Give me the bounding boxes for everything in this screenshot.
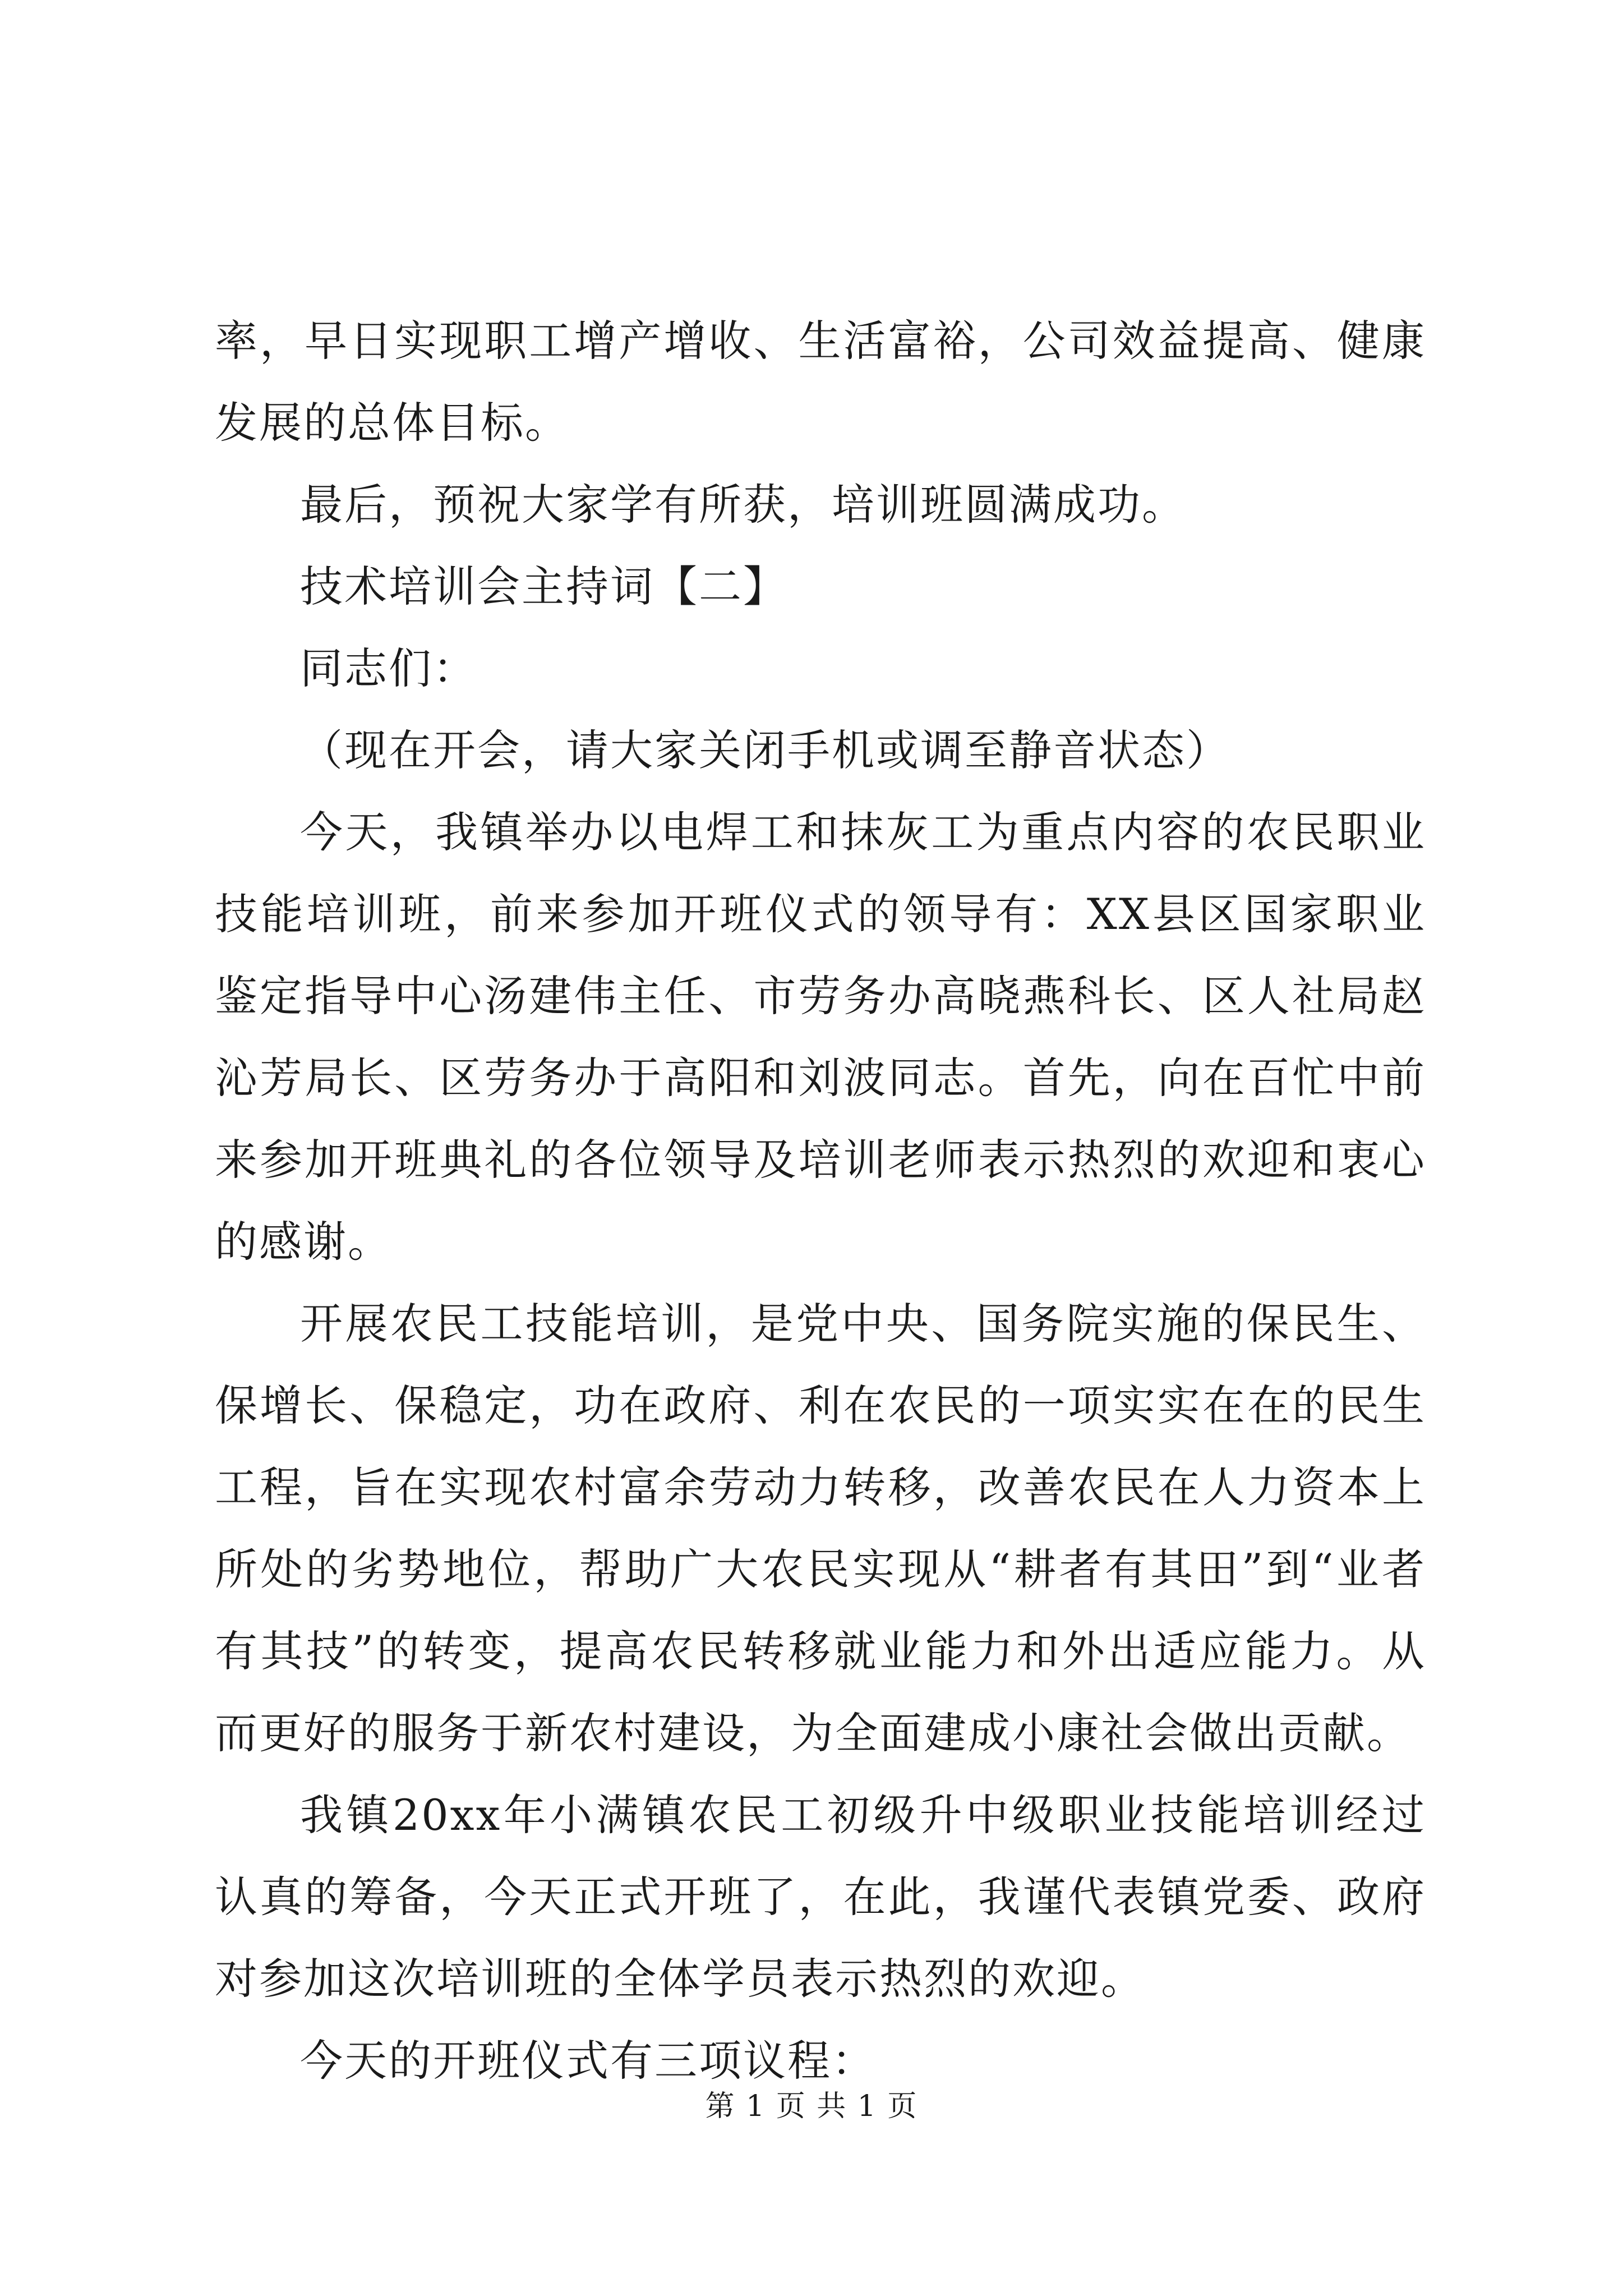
salutation: 同志们：	[300, 643, 477, 693]
paragraph: 率，早日实现职工增产增收、生活富裕，公司效益提高、健康发展的总体目标。	[215, 316, 1426, 448]
paragraph: （现在开会，请大家关闭手机或调至静音状态）	[300, 725, 1230, 775]
document-body	[215, 300, 1426, 2102]
page-footer: 第 1 页 共 1 页	[705, 2090, 918, 2123]
paragraph: 今天的开班仪式有三项议程：	[300, 2036, 876, 2086]
paragraph: 最后，预祝大家学有所获，培训班圆满成功。	[300, 480, 1186, 530]
paragraph: 开展农民工技能培训，是党中央、国务院实施的保民生、保增长、保稳定，功在政府、利在农民的一项实实在在的民生工程，旨在实现农村富余劳动力转移，改善农民在人力资本上所处的劣势地位，帮助广大农民实现从“耕者有其田”到“业者有其技”的转变，提高农民转移就业能力和外出适应能力。从而更好的服务于新农村建设，为全面建成小康社会做出贡献。	[215, 1299, 1426, 1758]
paragraph: 今天，我镇举办以电焊工和抹灰工为重点内容的农民职业技能培训班，前来参加开班仪式的领导有：XX县区国家职业鉴定指导中心汤建伟主任、市劳务办高晓燕科长、区人社局赵沁芳局长、区劳务办于高阳和刘波同志。首先，向在百忙中前来参加开班典礼的各位领导及培训老师表示热烈的欢迎和衷心的感谢。	[215, 807, 1426, 1267]
section-heading: 技术培训会主持词【二】	[300, 562, 787, 611]
paragraph: 我镇20xx年小满镇农民工初级升中级职业技能培训经过认真的筹备，今天正式开班了，在此，我谨代表镇党委、政府对参加这次培训班的全体学员表示热烈的欢迎。	[215, 1790, 1426, 2004]
